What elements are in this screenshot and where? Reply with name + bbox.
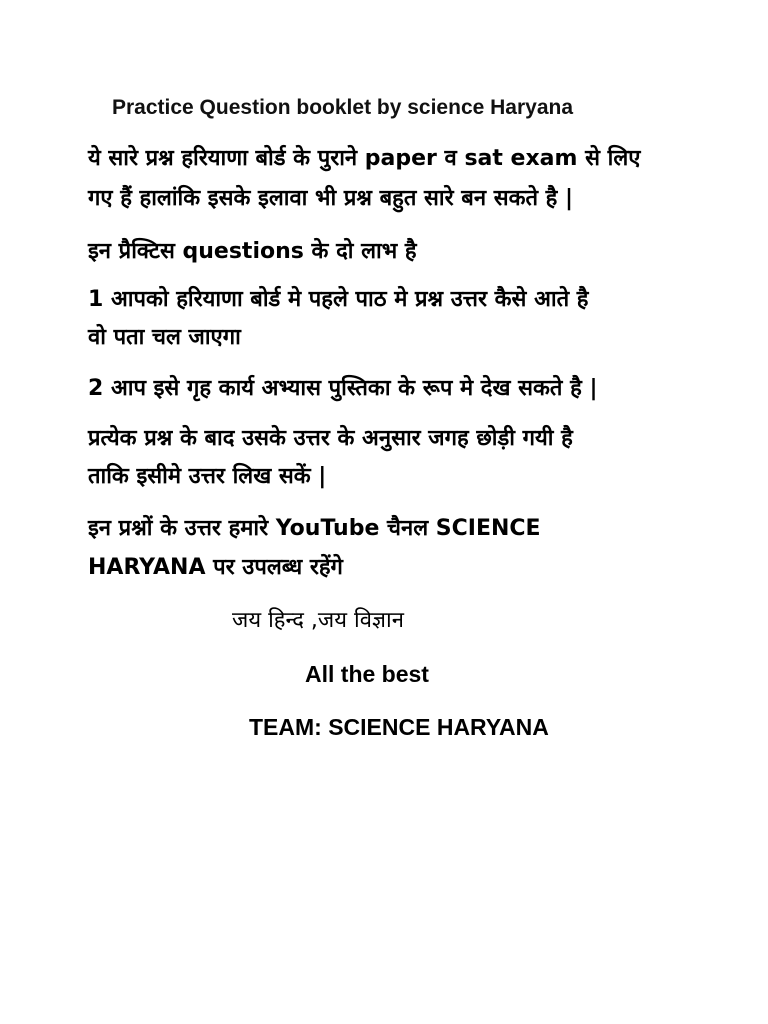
paragraph-1-line-1: ये सारे प्रश्न हरियाणा बोर्ड के पुराने paper व sat exam से लिए — [88, 146, 641, 171]
point-2: 2 आप इसे गृह कार्य अभ्यास पुस्तिका के रूप मे देख सकते है | — [88, 376, 598, 401]
paragraph-4-line-2: HARYANA पर उपलब्ध रहेंगे — [88, 555, 343, 580]
paragraph-4-line-1: इन प्रश्नों के उत्तर हमारे YouTube चैनल SCIENCE — [88, 516, 541, 541]
document-title: Practice Question booklet by science Haryana — [112, 96, 574, 119]
wish-text: All the best — [305, 661, 429, 687]
point-1-line-2: वो पता चल जाएगा — [88, 325, 241, 350]
paragraph-3-line-2: ताकि इसीमे उत्तर लिख सकें | — [88, 464, 327, 489]
paragraph-3-line-1: प्रत्येक प्रश्न के बाद उसके उत्तर के अनुसार जगह छोड़ी गयी है — [88, 426, 573, 451]
team-signature: TEAM: SCIENCE HARYANA — [249, 714, 549, 740]
paragraph-1-line-2: गए हैं हालांकि इसके इलावा भी प्रश्न बहुत सारे बन सकते है | — [88, 186, 574, 211]
point-1-line-1: 1 आपको हरियाणा बोर्ड मे पहले पाठ मे प्रश्न उत्तर कैसे आते है — [88, 287, 589, 312]
slogan: जय हिन्द ,जय विज्ञान — [232, 608, 404, 633]
paragraph-2: इन प्रैक्टिस questions के दो लाभ है — [88, 239, 417, 264]
